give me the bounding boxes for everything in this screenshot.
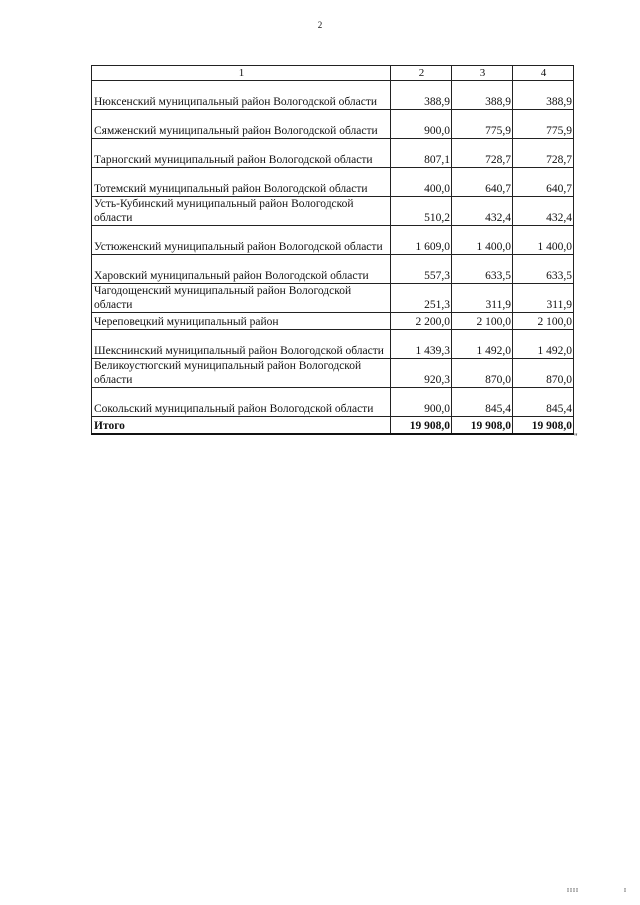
table-row	[92, 110, 574, 139]
value-col-2: 557,3	[391, 255, 452, 284]
column-header-3: 3	[452, 66, 513, 81]
district-name: Сокольский муниципальный район Вологодской области	[92, 388, 391, 417]
value-col-4: 311,9	[513, 284, 574, 313]
table-row	[92, 197, 574, 226]
value-col-4: 640,7	[513, 168, 574, 197]
value-col-2: 900,0	[391, 110, 452, 139]
district-name: Тарногский муниципальный район Вологодской области	[92, 139, 391, 168]
value-col-3: 432,4	[452, 197, 513, 226]
value-col-3: 870,0	[452, 359, 513, 388]
district-name: Чагодощенский муниципальный район Вологодской области	[92, 284, 391, 313]
value-col-4: 870,0	[513, 359, 574, 388]
value-col-4: 2 100,0	[513, 313, 574, 330]
value-col-3: 640,7	[452, 168, 513, 197]
value-col-3: 1 492,0	[452, 330, 513, 359]
value-col-4: 633,5	[513, 255, 574, 284]
table-row	[92, 284, 574, 313]
district-name: Устюженский муниципальный район Вологодской области	[92, 226, 391, 255]
value-col-2: 900,0	[391, 388, 452, 417]
district-name: Шекснинский муниципальный район Вологодской области	[92, 330, 391, 359]
district-name: Череповецкий муниципальный район	[92, 313, 391, 330]
value-col-2: 400,0	[391, 168, 452, 197]
value-col-3: 633,5	[452, 255, 513, 284]
total-row	[92, 417, 574, 435]
table-row	[92, 139, 574, 168]
value-col-2: 2 200,0	[391, 313, 452, 330]
value-col-4: 775,9	[513, 110, 574, 139]
footer-code: IIII	[567, 888, 579, 894]
value-col-2: 920,3	[391, 359, 452, 388]
budget-table	[91, 65, 574, 435]
value-col-3: 728,7	[452, 139, 513, 168]
value-col-2: 807,1	[391, 139, 452, 168]
value-col-4: 432,4	[513, 197, 574, 226]
column-header-2: 2	[391, 66, 452, 81]
value-col-4: 728,7	[513, 139, 574, 168]
district-name: Великоустюгский муниципальный район Вологодской области	[92, 359, 391, 388]
district-name: Усть-Кубинский муниципальный район Вологодской области	[92, 197, 391, 226]
table-row	[92, 313, 574, 330]
table-row	[92, 330, 574, 359]
value-col-4: 845,4	[513, 388, 574, 417]
table-header-row	[92, 66, 574, 81]
value-col-3: 311,9	[452, 284, 513, 313]
value-col-3: 845,4	[452, 388, 513, 417]
value-col-4: 1 400,0	[513, 226, 574, 255]
table-row	[92, 255, 574, 284]
value-col-3: 775,9	[452, 110, 513, 139]
value-col-2: 251,3	[391, 284, 452, 313]
value-col-4: 1 492,0	[513, 330, 574, 359]
table-row	[92, 168, 574, 197]
district-name: Сямженский муниципальный район Вологодской области	[92, 110, 391, 139]
value-col-3: 2 100,0	[452, 313, 513, 330]
table-row	[92, 226, 574, 255]
district-name: Нюксенский муниципальный район Вологодской области	[92, 81, 391, 110]
closing-quote-mark: "	[574, 432, 578, 442]
value-col-3: 1 400,0	[452, 226, 513, 255]
page-number: 2	[317, 20, 323, 30]
table-row	[92, 359, 574, 388]
value-col-2: 510,2	[391, 197, 452, 226]
column-header-4: 4	[513, 66, 574, 81]
total-col-4: 19 908,0	[513, 417, 574, 435]
table-row	[92, 388, 574, 417]
footer-mark: I	[624, 888, 626, 894]
total-col-3: 19 908,0	[452, 417, 513, 435]
value-col-4: 388,9	[513, 81, 574, 110]
total-col-2: 19 908,0	[391, 417, 452, 435]
value-col-2: 1 609,0	[391, 226, 452, 255]
value-col-2: 388,9	[391, 81, 452, 110]
value-col-2: 1 439,3	[391, 330, 452, 359]
column-header-1: 1	[92, 66, 391, 81]
district-name: Тотемский муниципальный район Вологодской области	[92, 168, 391, 197]
value-col-3: 388,9	[452, 81, 513, 110]
table-row	[92, 81, 574, 110]
district-name: Харовский муниципальный район Вологодской области	[92, 255, 391, 284]
total-label: Итого	[92, 417, 391, 435]
